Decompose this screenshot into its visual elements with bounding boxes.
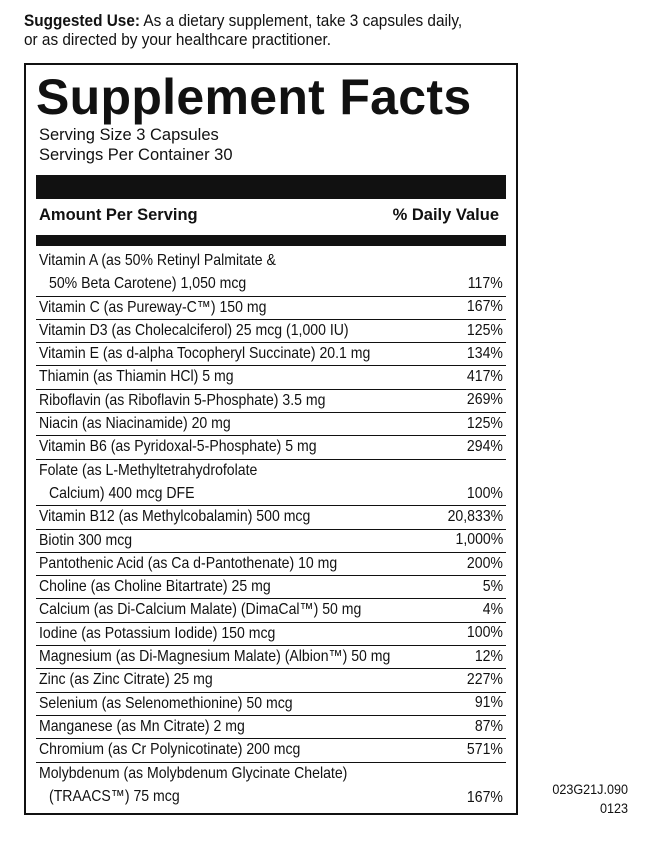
suggested-use — [24, 12, 489, 50]
nutrient-row — [36, 320, 506, 343]
nutrient-name: Vitamin B12 (as Methylcobalamin) 500 mcg — [39, 508, 311, 526]
nutrient-row — [36, 366, 506, 389]
nutrient-name: Calcium (as Di-Calcium Malate) (DimaCal™) 50 mg — [39, 601, 362, 619]
nutrient-name: Vitamin E (as d-alpha Tocopheryl Succinate) 20.1 mg — [39, 345, 371, 363]
nutrient-daily-value: 12% — [474, 647, 503, 665]
nutrient-name: Magnesium (as Di-Magnesium Malate) (Albion™) 50 mg — [39, 648, 391, 666]
suggested-use-line-1 — [24, 12, 489, 31]
nutrient-daily-value: 269% — [466, 391, 503, 409]
nutrient-name: Choline (as Choline Bitartrate) 25 mg — [39, 578, 271, 596]
nutrient-row — [36, 693, 506, 716]
nutrient-daily-value: 571% — [466, 740, 503, 758]
daily-value-header: % Daily Value — [392, 206, 499, 224]
serving-info — [39, 125, 233, 165]
nutrient-daily-value: 1,000% — [455, 531, 503, 549]
nutrient-daily-value: 20,833% — [447, 507, 503, 525]
nutrient-daily-value: 125% — [466, 414, 503, 432]
nutrient-row — [36, 739, 506, 762]
nutrient-row — [36, 553, 506, 576]
nutrient-row — [36, 623, 506, 646]
nutrient-name: Vitamin C (as Pureway-C™) 150 mg — [39, 298, 267, 316]
nutrient-name: Molybdenum (as Molybdenum Glycinate Chelate) — [39, 764, 348, 782]
nutrient-row — [36, 646, 506, 669]
nutrient-name: Riboflavin (as Riboflavin 5-Phosphate) 3.5 mg — [39, 391, 326, 409]
supplement-facts-panel — [24, 63, 518, 815]
nutrient-name: Vitamin B6 (as Pyridoxal-5-Phosphate) 5 mg — [39, 438, 317, 456]
nutrient-rows — [36, 250, 506, 809]
nutrient-name: Selenium (as Selenomethionine) 50 mcg — [39, 694, 293, 712]
nutrient-row — [36, 436, 506, 459]
nutrient-daily-value: 125% — [466, 321, 503, 339]
suggested-use-label: Suggested Use: — [24, 12, 140, 30]
nutrient-daily-value: 167% — [466, 788, 503, 806]
nutrient-name: Vitamin A (as 50% Retinyl Palmitate & — [39, 252, 276, 269]
nutrient-row — [36, 250, 506, 297]
nutrient-name: Folate (as L-Methyltetrahydrofolate — [39, 461, 258, 479]
nutrient-daily-value: 167% — [466, 298, 503, 316]
nutrient-row — [36, 460, 506, 507]
nutrient-row — [36, 576, 506, 599]
thick-divider-bottom — [36, 235, 506, 246]
nutrient-daily-value: 294% — [466, 438, 503, 456]
nutrient-daily-value: 87% — [474, 717, 503, 735]
nutrient-name: Niacin (as Niacinamide) 20 mg — [39, 415, 231, 433]
nutrient-daily-value: 4% — [482, 601, 503, 619]
nutrient-name: Manganese (as Mn Citrate) 2 mg — [39, 717, 245, 735]
nutrient-daily-value: 227% — [466, 671, 503, 689]
thick-divider-top — [36, 175, 506, 199]
nutrient-row — [36, 669, 506, 692]
nutrient-daily-value: 117% — [468, 275, 503, 292]
nutrient-name-continued: 50% Beta Carotene) 1,050 mcg — [49, 275, 247, 293]
nutrient-daily-value: 100% — [466, 624, 503, 642]
product-code — [542, 780, 628, 818]
nutrient-row — [36, 506, 506, 529]
nutrient-row — [36, 716, 506, 739]
nutrient-name: Iodine (as Potassium Iodide) 150 mcg — [39, 624, 276, 642]
suggested-use-line-2: or as directed by your healthcare practitioner. — [24, 31, 332, 49]
nutrient-name: Biotin 300 mcg — [39, 531, 133, 549]
nutrient-name: Chromium (as Cr Polynicotinate) 200 mcg — [39, 741, 301, 759]
nutrient-daily-value: 100% — [466, 484, 503, 502]
panel-title: Supplement Facts — [36, 69, 472, 125]
nutrient-name: Vitamin D3 (as Cholecalciferol) 25 mcg (1,000 IU) — [39, 321, 349, 339]
nutrient-daily-value: 5% — [482, 577, 503, 595]
nutrient-name: Zinc (as Zinc Citrate) 25 mg — [39, 671, 213, 689]
nutrient-row — [36, 599, 506, 622]
amount-per-serving-header: Amount Per Serving — [39, 206, 198, 224]
nutrient-daily-value: 134% — [466, 344, 503, 362]
nutrient-daily-value: 91% — [474, 694, 503, 712]
nutrient-name-continued: (TRAACS™) 75 mcg — [49, 787, 180, 805]
product-code-line-1: 023G21J.090 — [552, 781, 628, 797]
nutrient-row — [36, 297, 506, 320]
nutrient-name: Pantothenic Acid (as Ca d-Pantothenate) 10 mg — [39, 554, 338, 572]
nutrient-name-continued: Calcium) 400 mcg DFE — [49, 484, 195, 502]
nutrient-name: Thiamin (as Thiamin HCl) 5 mg — [39, 368, 234, 386]
serving-size: Serving Size 3 Capsules — [39, 126, 219, 144]
nutrient-daily-value: 417% — [466, 368, 503, 386]
nutrient-row — [36, 763, 506, 810]
nutrient-row — [36, 413, 506, 436]
product-code-line-2: 0123 — [599, 800, 628, 816]
servings-per-container: Servings Per Container 30 — [39, 146, 233, 164]
nutrient-daily-value: 200% — [466, 554, 503, 572]
nutrient-row — [36, 530, 506, 553]
nutrient-row — [36, 390, 506, 413]
nutrient-row — [36, 343, 506, 366]
suggested-use-text: As a dietary supplement, take 3 capsules daily, — [139, 12, 463, 30]
